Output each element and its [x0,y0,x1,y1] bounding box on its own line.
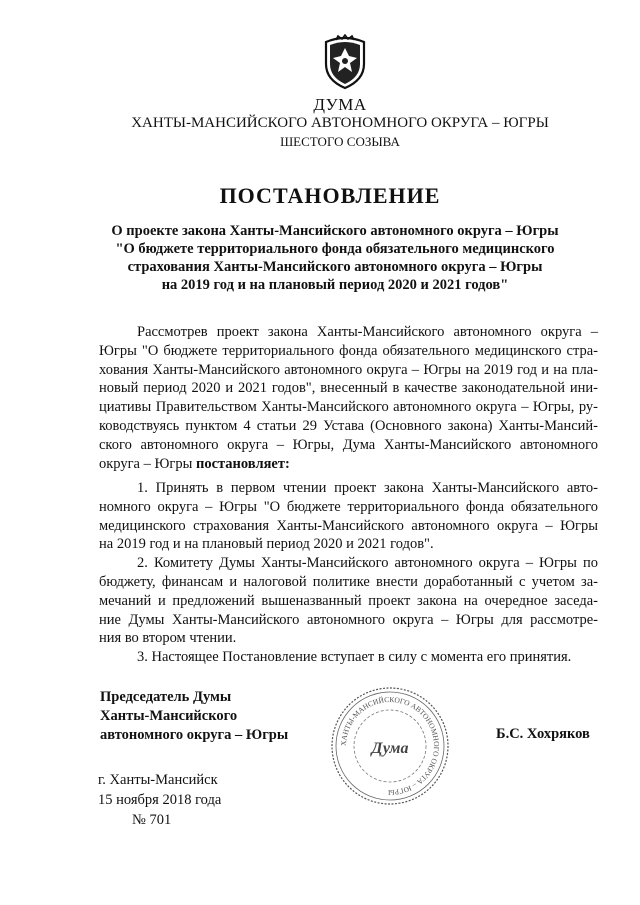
document-subject [100,222,570,294]
resolution-items [99,479,598,667]
official-seal-stamp [328,684,452,808]
signatory-title-line: автономного округа – Югры [100,727,289,743]
org-region: ХАНТЫ-МАНСИЙСКОГО АВТОНОМНОГО ОКРУГА – ЮГРЫ [131,115,549,131]
preamble-line-text: округа – Югры [99,455,196,472]
item-1-line: медицинского страхования Ханты-Мансийского автономного округа – Югры [99,517,598,534]
signatory-title-line: Ханты-Мансийского [100,708,238,724]
subject-line: "О бюджете территориального фонда обязательного медицинского [115,241,555,257]
preamble-line: Рассмотрев проект закона Ханты-Мансийского автономного округа – [137,324,598,340]
item-1-line: на 2019 год и на плановый период 2020 и 2021 годов". [99,536,434,553]
preamble-line: ского автономного округа – Югры, Дума Ханты-Мансийского автономного [99,436,598,453]
signatory-title-line: Председатель Думы [100,689,232,705]
item-2-line: ния во втором чтении. [99,630,237,647]
item-2-line: 2. Комитету Думы Ханты-Мансийского автономного округа – Югры по [137,555,598,572]
item-2-line: мечаний и предложений вышеназванный проект закона на очередное заседа- [99,592,598,609]
subject-line: О проекте закона Ханты-Мансийского автономного округа – Югры [111,223,559,239]
coat-of-arms-icon [322,34,368,90]
signatory-title [100,688,288,745]
preamble-line: хования Ханты-Мансийского автономного округа – Югры на 2019 год и на пла- [99,361,598,378]
subject-line: на 2019 год и на плановый период 2020 и 2021 годов" [161,277,509,293]
resolves-word: постановляет: [195,455,290,472]
preamble-last-line [99,455,598,474]
city: г. Ханты-Мансийск [98,772,218,788]
item-1-line: номного округа – Югры "О бюджете территориального фонда обязательного [99,498,598,515]
document-type-title: ПОСТАНОВЛЕНИЕ [219,183,441,208]
document-number: № 701 [132,812,172,828]
seal-ring-text: ХАНТЫ-МАНСИЙСКОГО АВТОНОМНОГО ОКРУГА – ЮГРЫ [338,694,442,798]
preamble-line: ководствуясь пунктом 4 статьи 29 Устава (Основного закона) Ханты-Мансий- [99,417,598,434]
subject-line: страхования Ханты-Мансийского автономного округа – Югры [127,259,543,275]
org-name: ДУМА [313,95,367,114]
item-2-line: бюджету, финансам и налоговой политике внести доработанный с учетом за- [99,573,598,590]
preamble-line: Югры "О бюджете территориального фонда обязательного медицинского стра- [99,342,598,359]
signatory-name: Б.С. Хохряков [496,726,590,742]
preamble-line: циативы Правительством Ханты-Мансийского автономного округа – Югры, ру- [99,399,598,416]
seal-center-text: Дума [371,740,409,757]
item-1-line: 1. Принять в первом чтении проект закона Ханты-Мансийского авто- [137,480,598,496]
item-3-line: 3. Настоящее Постановление вступает в силу с момента его принятия. [137,649,572,666]
preamble-line: новый период 2020 и 2021 годов", внесенный в качестве законодательной ини- [99,380,598,397]
date: 15 ноября 2018 года [98,792,222,808]
preamble-paragraph [99,323,598,473]
org-convocation: ШЕСТОГО СОЗЫВА [280,134,400,149]
item-2-line: ние Думы Ханты-Мансийского автономного округа – Югры для рассмотре- [99,611,598,628]
place-date-number [98,770,221,830]
